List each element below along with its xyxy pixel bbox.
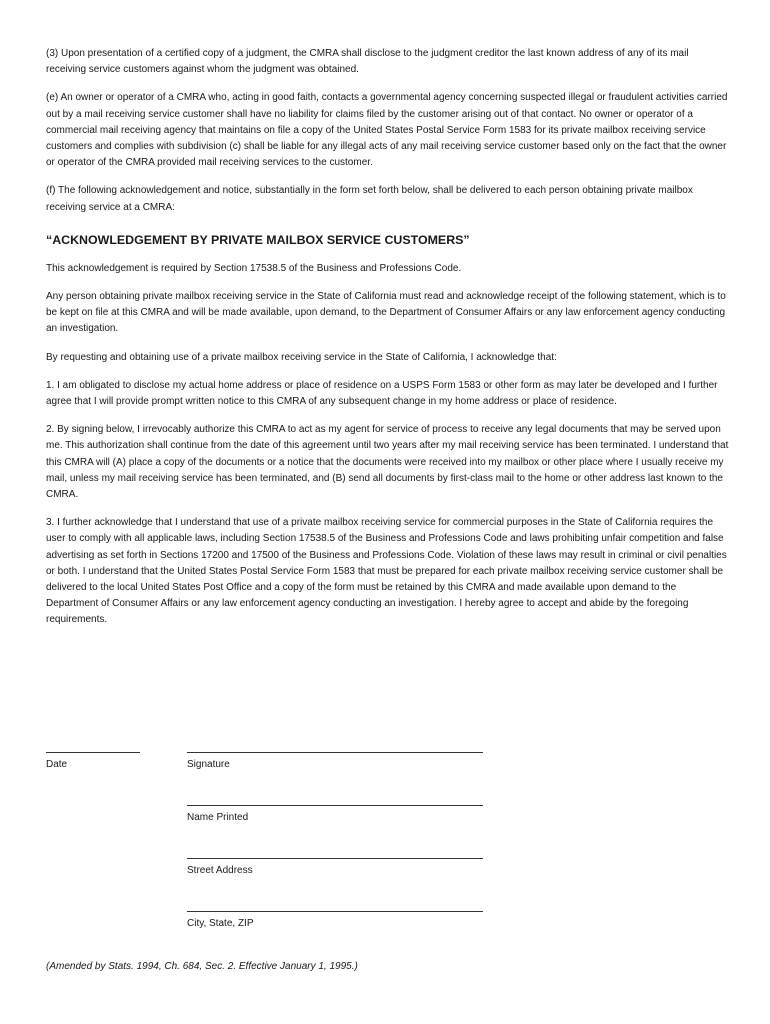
paragraph-by-requesting: By requesting and obtaining use of a private mailbox receiving service in the State of California, I acknowledge that:	[46, 351, 557, 363]
city-state-zip-line[interactable]	[187, 911, 483, 912]
date-line[interactable]	[46, 752, 140, 753]
document-body	[46, 46, 730, 641]
street-address-label: Street Address	[187, 865, 253, 876]
item-3-commercial-use: 3. I further acknowledge that I understand that use of a private mailbox receiving service for commercial purposes in the State of California requires the user to comply with all applicable laws, including Section 17538.5 of the Business and Professions Code and laws prohibiting unfair competition and false advertising as set forth in Sections 17200 and 17500 of the Business and Professions Code. Violation of these laws may result in criminal or civil penalties or both. I understand that the United States Postal Service Form 1583 that must be prepared for each private mailbox receiving service customer shall be delivered to the local United States Post Office and a copy of the form must be retained by this CMRA and made available upon demand to the Department of Consumer Affairs or any law enforcement agency conducting an investigation. I hereby agree to accept and abide by the foregoing requirements.	[46, 517, 727, 626]
paragraph-customer-statement: Any person obtaining private mailbox receiving service in the State of California must read and acknowledge receipt of the following statement, which is to be kept on file at this CMRA and will be made available, upon demand, to the Department of Consumer Affairs or any law enforcement agency conducting an investigation.	[46, 291, 726, 335]
signature-label: Signature	[187, 759, 230, 770]
paragraph-judgment-disclosure: (3) Upon presentation of a certified copy of a judgment, the CMRA shall disclose to the judgment creditor the last known address of any of its mail receiving service customers against whom the judgment was obtained.	[46, 48, 689, 76]
signature-block	[46, 746, 730, 946]
paragraph-acknowledgement-notice: (f) The following acknowledgement and notice, substantially in the form set forth below, shall be delivered to each person obtaining private mailbox receiving service at a CMRA:	[46, 185, 693, 213]
signature-line[interactable]	[187, 752, 483, 753]
paragraph-good-faith-liability: (e) An owner or operator of a CMRA who, acting in good faith, contacts a governmental agency concerning suspected illegal or fraudulent activities carried out by a mail receiving service customer shall have no liability for claims filed by the customer arising out of that contact. No owner or operator of a commercial mail receiving agency that maintains on file a copy of the United States Postal Service Form 1583 for its private mailbox receiving service customers and complies with subdivision (c) shall be liable for any illegal acts of any mail receiving service customer based only on the fact that the owner or operator of the CMRA provided mail receiving services to the customer.	[46, 92, 728, 169]
street-address-line[interactable]	[187, 858, 483, 859]
amendment-footnote: (Amended by Stats. 1994, Ch. 684, Sec. 2. Effective January 1, 1995.)	[46, 961, 358, 972]
date-label: Date	[46, 759, 68, 770]
name-printed-label: Name Printed	[187, 812, 249, 823]
item-1-home-address: 1. I am obligated to disclose my actual home address or place of residence on a USPS Form 1583 or other form as may later be developed and I further agree that I will provide prompt written notice to this CMRA of any subsequent change in my home address or place of residence.	[46, 379, 718, 408]
acknowledgement-heading: “ACKNOWLEDGEMENT BY PRIVATE MAILBOX SERVICE CUSTOMERS”	[46, 232, 470, 247]
paragraph-required-by-section: This acknowledgement is required by Section 17538.5 of the Business and Professions Code.	[46, 262, 462, 274]
city-state-zip-label: City, State, ZIP	[187, 918, 254, 929]
item-2-agent-authorization: 2. By signing below, I irrevocably authorize this CMRA to act as my agent for service of process to receive any legal documents that may be served upon me. This authorization shall continue from the date of this agreement until two years after my mail receiving service has been terminated. I understand that this CMRA will (A) place a copy of the documents or a notice that the documents were received into my mailbox or other place where I usually receive my mail, unless my mail receiving service has been terminated, and (B) send all documents by first-class mail to the home or other address last known to the CMRA.	[46, 424, 729, 501]
name-printed-line[interactable]	[187, 805, 483, 806]
